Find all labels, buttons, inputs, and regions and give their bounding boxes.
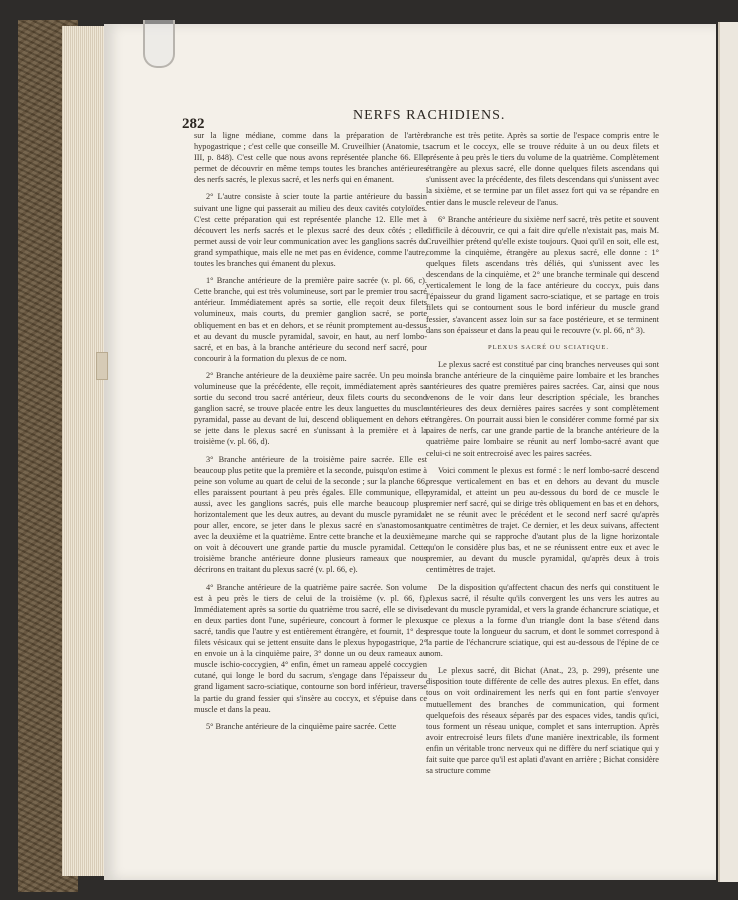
left-column xyxy=(194,130,427,738)
paragraph: Le plexus sacré est constitué par cinq branches nerveuses qui sont la branche antérieure de la cinquième paire lombaire et les branches antérieures des quatre premières paires sacrées. Car, ainsi que nous venons de le voir dans leur description spéciale, les branches antérieures des deux dernières paires sacrées y sont complètement étrangères. On pourrait aussi bien le considérer comme formé par six paires de nerfs, car une grande partie de la branche antérieure de la quatrième paire lombaire se réunit au nerf lombo-sacré avant que celui-ci ne soit entrecroisé avec les paires sacrées. xyxy=(426,359,659,458)
section-heading: PLEXUS SACRÉ OU SCIATIQUE. xyxy=(488,343,609,351)
paragraph: branche est très petite. Après sa sortie de l'espace compris entre le sacrum et le coccyx, elle se trouve réduite à un ou deux filets et présente à peu près le tiers du volume de la quatrième. Complètement étrangère au plexus sacré, elle donne quelques filets ascendans qui s'unissent avec la précédente, des filets descendans qui s'unissent avec la sixième, et se termine par un filet assez fort qui va se répandre en entier dans le muscle releveur de l'anus. xyxy=(426,131,659,207)
paragraph: sur la ligne médiane, comme dans la préparation de l'artère hypogastrique ; c'est celle que conseille M. Cruveilhier (Anatomie, t. III, p. 848). C'est celle que nous avons représentée planche 66. Elle permet de découvrir en même temps toutes les branches antérieures des nerfs sacrés, le plexus sacré, et les nerfs qui en émanent. xyxy=(194,131,427,185)
paragraph: 3° Branche antérieure de la troisième paire sacrée. Elle est beaucoup plus petite que la première et la seconde, puisqu'on estime à peine son volume au quart de celui de la seconde ; sur la planche 66, elles paraissent pourtant à peu près égales. Elle communique, elle aussi, avec les ganglions sacrés, puis elle marche beaucoup plus horizontalement que les deux autres, au devant du muscle pyramidal pour aller, encore, se jeter dans le plexus sacré en s'anastomosant avec la deuxième et la quatrième. Entre cette branche et la deuxième, on voit à découvert une grande partie du muscle pyramidal. Cette troisième branche antérieure donne plusieurs rameaux que nous décrirons en traitant du plexus sacré (v. pl. 66, e). xyxy=(194,454,427,575)
paragraph: 5° Branche antérieure de la cinquième paire sacrée. Cette xyxy=(206,721,397,731)
paragraph: De la disposition qu'affectent chacun des nerfs qui constituent le plexus sacré, il résulte qu'ils convergent les uns vers les autres au devant du muscle pyramidal, et vers la grande échancrure sciatique, et que ce plexus a la forme d'un triangle dont la base s'étend dans presque toute la longueur du sacrum, et dont le sommet correspond à la partie de l'échancrure sciatique, qui est au-dessous de l'épine de ce nom. xyxy=(426,582,659,659)
paragraph: Le plexus sacré, dit Bichat (Anat., 23, p. 299), présente une disposition toute différente de celle des autres plexus. En effet, dans tous on voit ordinairement les nerfs qui en font partie s'envoyer mutuellement des branches de communication, qui forment quelquefois des réseaux séparés par des espaces vides, tandis qu'ici, tous forment un réseau unique, complet et sans interruption. Après avoir entrecroisé leurs filets d'une manière inextricable, ils forment enfin un véritable tronc nerveux qui ne diffère du nerf sciatique qui y fait suite que parce qu'il est aplati d'avant en arrière ; Bichat considère sa structure comme xyxy=(426,666,659,776)
page-edges xyxy=(62,26,106,876)
page-number: 282 xyxy=(182,116,205,132)
paragraph: 6° Branche antérieure du sixième nerf sacré, très petite et souvent difficile à découvrir, ce qui a fait dire qu'elle n'existait pas, mais M. Cruveilhier prétend qu'elle existe toujours. Quoi qu'il en soit, elle est, comme la cinquième, étrangère au plexus sacré, elle donne : 1° quelques filets ascendans très déliés, qui s'unissent avec les descendans de la cinquième, et 2° une branche terminale qui descend verticalement le long de la face antérieure du coccyx, puis dans l'épaisseur du grand ligament sacro-sciatique, et se partage en trois filets qui se contournent sous le bord inférieur du muscle grand fessier, s'avancent assez loin sur sa face postérieure, et se terminent dans son épaisseur et dans la peau qui le recouvre (v. pl. 66, n° 3). xyxy=(426,214,659,335)
paragraph: 1° Branche antérieure de la première paire sacrée (v. pl. 66, c). Cette branche, qui est très volumineuse, sort par le premier trou sacré antérieur. Immédiatement après sa sortie, elle reçoit deux filets volumineux, mais courts, du premier ganglion sacré, se porte obliquement en bas et en dehors, et se réunit promptement au-dessus et au devant du muscle pyramidal, savoir, en haut, au nerf lombo-sacré, et en bas, à la branche antérieure du second nerf sacré, pour concourir à la formation du plexus de ce nom. xyxy=(194,276,427,363)
page-clip xyxy=(143,20,175,68)
paragraph: 4° Branche antérieure de la quatrième paire sacrée. Son volume est à peu près le tiers de celui de la troisième (v. pl. 66, f). Immédiatement après sa sortie du quatrième trou sacré, elle se divise en deux parties dont l'une, supérieure, concourt à former le plexus sacré, tandis que l'autre y est entièrement étrangère, et fournit, 1° des filets vésicaux qui se jettent ensuite dans le plexus hypogastrique, 2° en envoie un à la cinquième paire, 3° donne un ou deux rameaux au muscle ischio-coccygien, 4° enfin, émet un rameau appelé coccygien cutané, qui longe le bord du sacrum, s'engage dans l'épaisseur du grand ligament sacro-sciatique, contourne son bord inférieur, traverse la partie du grand fessier qui s'insère au coccyx, et s'épuise dans ce muscle et dans la peau. xyxy=(194,582,427,714)
paragraph: Voici comment le plexus est formé : le nerf lombo-sacré descend presque verticalement en bas et en dehors au devant du muscle pyramidal, et atteint un peu au-dessous du bord de ce muscle le premier nerf sacré, qui se dirige très obliquement en bas et en dehors, et ne se réunit avec le précédent et le second nerf sacré qu'après quatre centimètres de trajet. Ce dernier, et les deux suivans, affectent une marche qui se rapproche d'autant plus de la ligne horizontale qu'on le considère plus bas, et ne se réunissent entre eux et avec le premier, au devant du muscle pyramidal, qu'après deux à trois centimètres de trajet. xyxy=(426,465,659,575)
paragraph: 2° Branche antérieure de la deuxième paire sacrée. Un peu moins volumineuse que la précédente, elle reçoit, immédiatement après sa sortie du second trou sacré antérieur, deux filets courts du second ganglion sacré, se trouve placée entre les deux languettes du muscle pyramidal, passe au devant de lui, descend obliquement en dehors et se jette dans le plexus sacré en s'unissant à la première et à la troisième (v. pl. 66, d). xyxy=(194,370,427,447)
paragraph: 2° L'autre consiste à scier toute la partie antérieure du bassin suivant une ligne qui passerait au milieu des deux cavités cotyloïdes. C'est cette préparation qui est représentée planche 12. Elle met à découvert les nerfs sacrés et le plexus sacré des deux côtés ; elle permet aussi de voir leur communication avec les ganglions sacrés du grand sympathique, mais elle ne met pas en évidence, comme l'autre, toutes les branches qui émanent du plexus. xyxy=(194,192,427,269)
running-head: NERFS RACHIDIENS. xyxy=(353,108,506,123)
facing-page-edge xyxy=(718,22,738,882)
right-column xyxy=(426,130,659,782)
page-tab-marker xyxy=(96,352,108,380)
